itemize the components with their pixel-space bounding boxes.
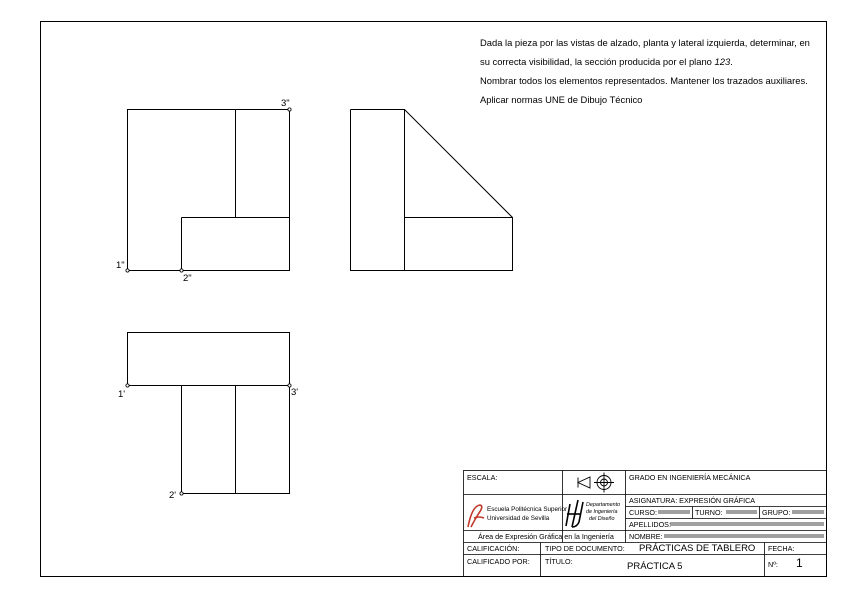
instruction-line-4: Aplicar normas UNE de Dibujo Técnico [480, 94, 643, 105]
marker-1-plan [126, 384, 129, 387]
tb-grupo-label: GRUPO: [762, 508, 791, 517]
tb-curso-label: CURSO: [629, 508, 657, 517]
tb-escala-label: ESCALA: [467, 473, 498, 482]
tb-numero-value: 1 [796, 556, 803, 570]
projection-symbol-icon [578, 473, 614, 493]
tb-area: Área de Expresión Gráfica en la Ingeniería [478, 532, 614, 541]
tb-dept-line1: Departamento [586, 502, 621, 508]
side-view [351, 110, 513, 271]
front-view-outline [128, 110, 290, 271]
tb-tipo-value: PRÁCTICAS DE TABLERO [639, 543, 756, 554]
section-plane-number: 123 [714, 56, 731, 67]
instruction-line-2-suffix: . [730, 56, 733, 67]
marker-1-elev [126, 269, 129, 272]
tb-fecha-label: FECHA: [768, 544, 795, 553]
label-2-plan: 2' [169, 490, 177, 501]
tb-grado: GRADO EN INGENIERÍA MECÁNICA [629, 473, 751, 482]
label-3-elev: 3" [281, 98, 290, 109]
top-view-bar [128, 333, 290, 386]
tb-turno-label: TURNO: [695, 508, 723, 517]
instruction-line-3: Nombrar todos los elementos representados. Mantener los trazados auxiliares. [480, 75, 808, 86]
tb-school-line1: Escuela Politécnica Superior [487, 506, 568, 513]
tb-titulo-value: PRÁCTICA 5 [627, 561, 683, 572]
tb-apellidos-label: APELLIDOS: [629, 520, 671, 529]
tb-dept-line2: de Ingeniería [586, 509, 618, 515]
side-view-outline [351, 110, 513, 271]
point-markers [126, 108, 291, 495]
tb-numero-label: Nº: [768, 560, 778, 569]
label-3-plan: 3' [291, 387, 299, 398]
tb-dept-line3: del Diseño [589, 516, 615, 522]
label-1-elev: 1" [116, 260, 125, 271]
tb-titulo-label: TÍTULO: [545, 557, 573, 566]
instruction-line-1: Dada la pieza por las vistas de alzado, planta y lateral izquierda, determinar, en [480, 37, 810, 48]
instruction-line-2-prefix: su correcta visibilidad, la sección producida por el plano [480, 56, 715, 67]
tb-calificacion-label: CALIFICACIÓN: [467, 544, 520, 553]
marker-2-plan [180, 492, 183, 495]
tb-school-line2: Universidad de Sevilla [487, 515, 550, 522]
tb-tipo-label: TIPO DE DOCUMENTO: [545, 544, 625, 553]
tb-asignatura: ASIGNATURA: EXPRESIÓN GRÁFICA [629, 496, 756, 505]
tb-calificado-por-label: CALIFICADO POR: [467, 557, 530, 566]
label-1-plan: 1' [118, 389, 126, 400]
top-view [128, 333, 290, 494]
marker-2-elev [180, 269, 183, 272]
school-logo-icon [468, 505, 484, 527]
department-logo-icon [566, 500, 583, 527]
front-view [128, 110, 290, 271]
tb-nombre-label: NOMBRE: [629, 532, 663, 541]
label-2-elev: 2" [183, 273, 192, 284]
